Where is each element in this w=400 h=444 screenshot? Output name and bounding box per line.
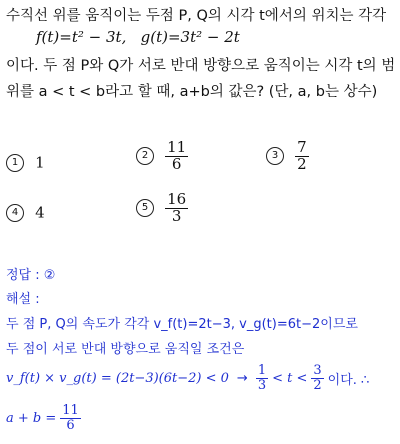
option-3-number: 3 <box>266 147 284 165</box>
explanation-line-1: 두 점 P, Q의 속도가 각각 v_f(t)=2t−3, v_g(t)=6t−2이므로 <box>6 317 358 332</box>
option-2-number: 2 <box>136 147 154 165</box>
sum-left: a + b = <box>6 410 57 426</box>
option-5-fraction <box>165 192 188 225</box>
option-3-denominator: 2 <box>297 154 307 173</box>
lower-bound-fraction <box>256 364 268 392</box>
inequality-expression: v_f(t) × v_g(t) = (2t−3)(6t−2) < 0 <box>6 370 229 386</box>
option-5-numerator: 16 <box>167 190 187 208</box>
option-1-number: 1 <box>6 154 24 172</box>
question-formulas <box>36 28 240 46</box>
option-3[interactable] <box>266 140 309 173</box>
option-5-number: 5 <box>136 199 154 217</box>
explanation-label: 해설 : <box>6 292 40 307</box>
final-sum <box>6 404 81 432</box>
upper-bound-numerator: 3 <box>313 363 322 378</box>
option-2[interactable] <box>136 140 188 173</box>
option-5-denominator: 3 <box>171 206 182 225</box>
inequality-middle: < t < <box>272 370 308 386</box>
option-1-value: 1 <box>35 153 45 172</box>
question-line-3: 이다. 두 점 P와 Q가 서로 반대 방향으로 움직이는 시각 t의 범 <box>6 58 396 74</box>
question-line-1: 수직선 위를 움직이는 두점 P, Q의 시각 t에서의 위치는 각각 <box>6 8 387 24</box>
option-4[interactable] <box>6 202 45 222</box>
option-2-denominator: 6 <box>171 154 182 173</box>
answer-label: 정답 : ② <box>6 268 56 283</box>
option-2-fraction <box>165 140 188 173</box>
formula-f: f(t)=t² − 3t, <box>36 28 127 46</box>
option-2-numerator: 11 <box>167 138 187 156</box>
sum-denominator: 6 <box>66 417 75 433</box>
inequality-tail: 이다. ∴ <box>327 372 370 388</box>
question-line-4: 위를 a < t < b라고 할 때, a+b의 값은? (단, a, b는 상수) <box>6 84 378 100</box>
upper-bound-denominator: 2 <box>313 377 322 393</box>
formula-g: g(t)=3t² − 2t <box>140 28 240 46</box>
sum-numerator: 11 <box>62 403 79 418</box>
lower-bound-denominator: 3 <box>257 377 267 393</box>
option-4-value: 4 <box>35 203 45 222</box>
arrow-icon: → <box>236 370 248 386</box>
option-5[interactable] <box>136 192 188 225</box>
upper-bound-fraction <box>311 364 323 392</box>
sum-fraction <box>60 404 81 432</box>
explanation-inequality <box>6 364 369 392</box>
option-3-numerator: 7 <box>297 138 307 156</box>
option-1[interactable] <box>6 152 45 172</box>
lower-bound-numerator: 1 <box>257 363 267 378</box>
option-4-number: 4 <box>6 204 24 222</box>
explanation-line-2: 두 점이 서로 반대 방향으로 움직일 조건은 <box>6 342 245 357</box>
option-3-fraction <box>295 140 309 173</box>
